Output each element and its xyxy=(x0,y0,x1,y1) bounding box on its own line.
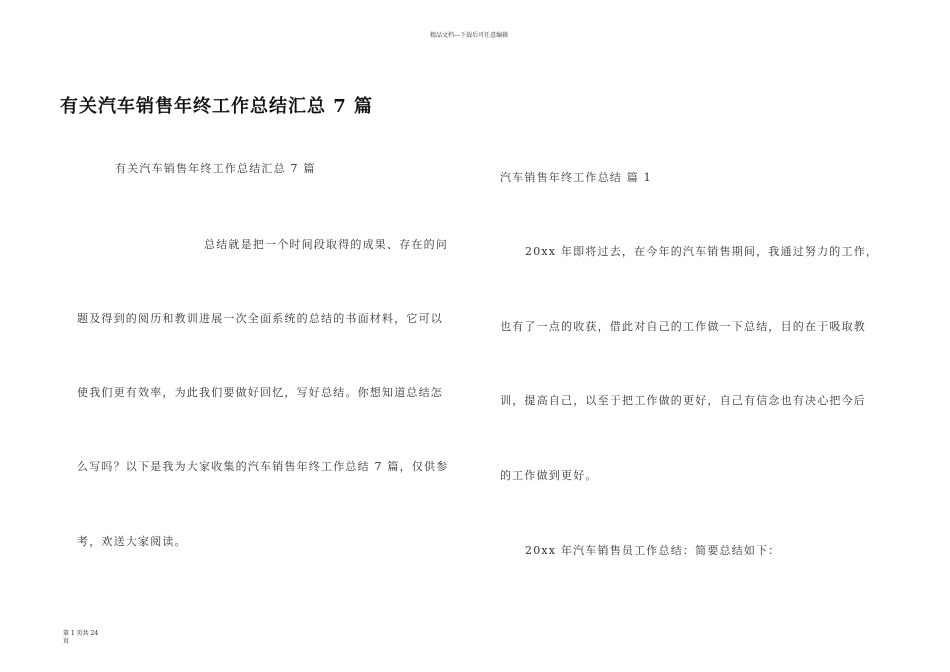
paragraph-line: 20xx 年汽车销售员工作总结：简要总结如下： xyxy=(525,544,781,557)
document-title: 有关汽车销售年终工作总结汇总 7 篇 xyxy=(60,96,374,117)
paragraph-line: 也有了一点的收获，借此对自己的工作做一下总结，目的在于吸取教 xyxy=(500,320,866,333)
paragraph-line: 使我们更有效率，为此我们要做好回忆，写好总结。你想知道总结怎 xyxy=(77,386,443,399)
header-note: 精品文档---下载后可任意编辑 xyxy=(430,32,509,39)
left-subtitle: 有关汽车销售年终工作总结汇总 7 篇 xyxy=(115,162,316,175)
paragraph-line: 么写吗？以下是我为大家收集的汽车销售年终工作总结 7 篇，仅供参 xyxy=(77,460,449,473)
paragraph-line: 总结就是把一个时间段取得的成果、存在的问 xyxy=(204,238,448,251)
page-number: 第 1 页共 24 页 xyxy=(63,630,99,645)
paragraph-line: 20xx 年即将过去，在今年的汽车销售期间，我通过努力的工作， xyxy=(525,245,879,258)
section-heading: 汽车销售年终工作总结 篇 1 xyxy=(500,171,652,184)
paragraph-line: 的工作做到更好。 xyxy=(500,469,598,482)
paragraph-line: 训，提高自己，以至于把工作做的更好，自己有信念也有决心把今后 xyxy=(500,394,866,407)
paragraph-line: 题及得到的阅历和教训进展一次全面系统的总结的书面材料，它可以 xyxy=(77,312,443,325)
paragraph-line: 考，欢送大家阅读。 xyxy=(77,535,187,548)
